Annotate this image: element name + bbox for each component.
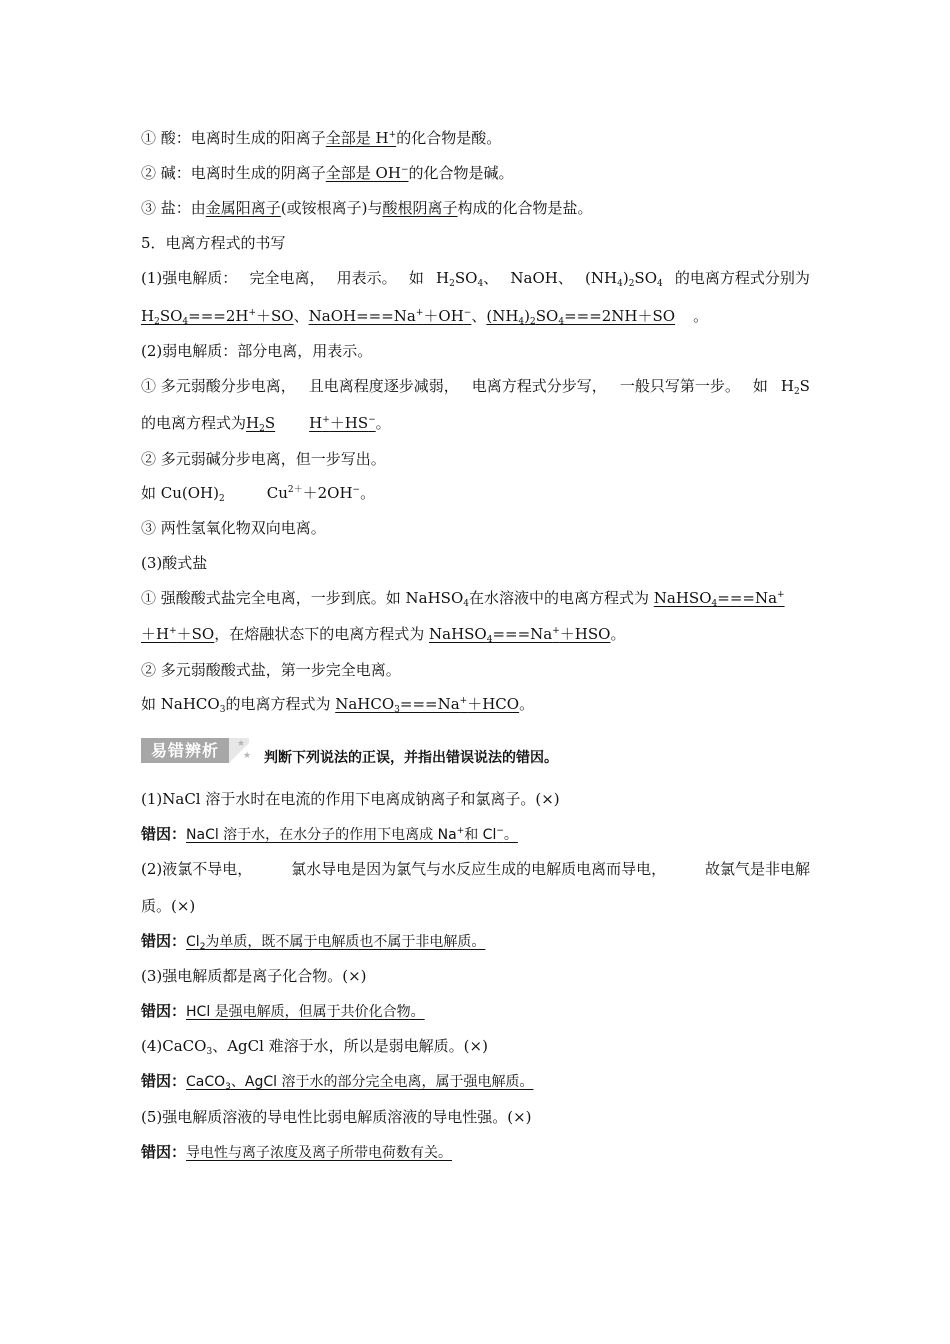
text: 质。(×): [141, 897, 196, 915]
superscript: +: [552, 626, 560, 636]
text: 。: [375, 414, 391, 432]
text: ② 多元弱碱分步电离，但一步写出。: [141, 450, 386, 468]
superscript: 2＋: [287, 485, 303, 495]
text: ，在熔融状态下的电离方程式为: [214, 625, 429, 643]
text: SO: [454, 269, 478, 287]
answer-blank: [141, 307, 294, 325]
subscript: 2: [259, 424, 265, 434]
text: (5)强电解质溶液的导电性比弱电解质溶液的导电性强。(×): [141, 1108, 532, 1126]
answer-blank: [309, 307, 472, 325]
text: 的化合物是酸。: [396, 129, 502, 147]
definition-acid: [141, 128, 501, 148]
text: H: [436, 269, 450, 287]
text: ＋OH: [423, 307, 464, 325]
text: ＋HS: [329, 414, 369, 432]
text: (4)CaCO: [141, 1037, 207, 1055]
superscript: −: [368, 415, 376, 425]
subscript: 2: [154, 317, 160, 327]
weak-acid-salt-line: [141, 660, 401, 680]
text: 、AgCl 难溶于水，所以是弱电解质。(×): [212, 1037, 488, 1055]
cause-3: [141, 1001, 425, 1022]
superscript: +: [777, 590, 785, 600]
answer-blank: [486, 307, 693, 325]
superscript: −: [496, 826, 504, 836]
text: H: [141, 307, 155, 325]
text: ===2H: [188, 307, 249, 325]
subscript: 4: [477, 279, 484, 289]
text: ③ 盐：由: [141, 199, 206, 217]
subscript: 4: [558, 317, 565, 327]
text: NaHCO: [335, 695, 395, 713]
section-instruction: [264, 748, 558, 768]
text: 如 Cu(OH): [141, 484, 219, 502]
answer-blank: [186, 827, 518, 843]
answer-blank: [246, 414, 376, 432]
strong-electrolyte-equations: [141, 306, 708, 326]
subscript: 2: [530, 317, 536, 327]
cause-label: 错因：: [141, 1072, 187, 1090]
text: 的化合物是碱。: [408, 164, 514, 182]
text: 电离方程式分步写，: [471, 377, 607, 395]
text: NaOH、: [510, 269, 573, 287]
text: ＋H: [141, 625, 170, 643]
text: 的电离方程式为: [141, 414, 247, 432]
superscript: +: [459, 696, 468, 706]
question-1: [141, 789, 560, 809]
weak-electrolyte-line: [141, 341, 372, 361]
superscript: −: [400, 165, 409, 175]
subscript: 4: [711, 599, 718, 609]
question-2: [141, 859, 810, 879]
amphoteric-line: [141, 518, 326, 538]
nahso4-line: [141, 588, 785, 608]
text: ===2NH＋SO: [564, 307, 676, 325]
text: 完全电离，: [249, 269, 325, 287]
text: ): [524, 307, 531, 325]
text: ① 多元弱酸分步电离，: [141, 377, 296, 395]
text: 在水溶液中的电离方程式为: [469, 589, 654, 607]
cause-label: 错因：: [141, 1143, 187, 1161]
definition-salt: [141, 198, 593, 218]
text: 全部是 H: [325, 129, 389, 147]
text: (1)强电解质：: [141, 269, 238, 287]
text: SO: [535, 307, 559, 325]
question-3: [141, 966, 367, 986]
text: (3)强电解质都是离子化合物。(×): [141, 967, 367, 985]
text: ＋SO: [176, 625, 215, 643]
star-icon: ★: [237, 739, 246, 749]
answer-blank: [141, 625, 214, 643]
cause-4: [141, 1071, 533, 1092]
cause-label: 错因：: [141, 932, 187, 950]
text: 为单质，既不属于电解质也不属于非电解质。: [205, 934, 486, 950]
subscript: 2: [199, 942, 206, 952]
superscript: +: [169, 626, 177, 636]
text: SO: [159, 307, 183, 325]
text: (或铵根离子)与: [280, 199, 383, 217]
heading-text: 5．电离方程式的书写: [141, 234, 286, 252]
text: 判断下列说法的正误，并指出错误说法的错因。: [264, 750, 558, 766]
answer-blank: [186, 1074, 533, 1090]
answer-blank: [186, 934, 485, 950]
question-2-cont: [141, 896, 195, 916]
text: S: [799, 377, 810, 395]
text: (NH: [585, 269, 618, 287]
text: (1)NaCl 溶于水时在电流的作用下电离成钠离子和氯离子。(×): [141, 790, 560, 808]
question-5: [141, 1107, 532, 1127]
text: 、: [483, 269, 499, 287]
superscript: +: [415, 308, 424, 318]
formula: [585, 268, 663, 288]
formula: [436, 268, 498, 288]
text: Cu: [266, 484, 288, 502]
weak-base-line: [141, 449, 386, 469]
section-tag: 易错辨析: [141, 738, 229, 763]
subscript: 4: [486, 635, 493, 645]
subscript: 4: [617, 279, 623, 289]
text: 故氯气是非电解: [704, 860, 810, 878]
text: ① 强酸酸式盐完全电离，一步到底。如 NaHSO: [141, 589, 464, 607]
text: 。: [610, 625, 626, 643]
formula: [781, 376, 810, 396]
text: NaCl 溶于水，在水分子的作用下电离成 Na: [186, 827, 457, 843]
text: S: [264, 414, 276, 432]
text: 且电离程度逐步减弱，: [308, 377, 459, 395]
text: ＋SO: [256, 307, 294, 325]
cause-1: [141, 824, 518, 845]
cuoh2-equation: [141, 483, 375, 503]
text: ① 酸：电离时生成的阳离子: [141, 129, 326, 147]
text: NaHSO: [429, 625, 487, 643]
cause-2: [141, 931, 485, 952]
text: 用表示。: [336, 269, 397, 287]
question-4: [141, 1036, 488, 1056]
answer-blank: [654, 589, 785, 607]
cause-5: [141, 1142, 452, 1163]
text: ② 碱：电离时生成的阴离子: [141, 164, 326, 182]
subscript: 4: [182, 317, 189, 327]
text: 、: [471, 307, 487, 325]
text: 。: [693, 307, 709, 325]
section-heading: [141, 233, 286, 253]
subscript: 3: [225, 1082, 231, 1092]
text: 全部是 OH: [325, 164, 401, 182]
text: 如: [752, 377, 768, 395]
strong-electrolyte-line: [141, 268, 810, 288]
cause-label: 错因：: [141, 825, 187, 843]
text: 一般只写第一步。: [619, 377, 740, 395]
text: ===Na: [492, 625, 553, 643]
text: 构成的化合物是盐。: [457, 199, 593, 217]
text: H: [309, 414, 323, 432]
text: (NH: [486, 307, 519, 325]
answer-blank: HCl 是强电解质，但属于共价化合物。: [186, 1004, 425, 1020]
subscript: 4: [657, 279, 663, 289]
cause-label: 错因：: [141, 1002, 187, 1020]
nahso4-equations: [141, 624, 625, 644]
text: 如: [408, 269, 424, 287]
subscript: 4: [518, 317, 525, 327]
acid-salt-heading: [141, 553, 207, 573]
text: 的电离方程式分别为: [674, 269, 810, 287]
text: ＋2OH: [302, 484, 353, 502]
text: 氯水导电是因为氯气与水反应生成的电解质电离而导电，: [291, 860, 667, 878]
text: SO: [634, 269, 657, 287]
definition-base: [141, 163, 514, 183]
answer-blank: [326, 129, 396, 147]
nahco3-equation: [141, 694, 534, 714]
subscript: 2: [449, 279, 455, 289]
superscript: +: [456, 826, 465, 836]
weak-acid-line: [141, 376, 810, 396]
text: ＋HSO: [559, 625, 611, 643]
text: ② 多元弱酸酸式盐，第一步完全电离。: [141, 661, 401, 679]
text: H: [780, 377, 794, 395]
text: Cl: [186, 934, 200, 950]
answer-blank: [429, 625, 610, 643]
text: H: [246, 414, 260, 432]
subscript: 2: [793, 387, 800, 397]
answer-blank: 导电性与离子浓度及离子所带电荷数有关。: [186, 1145, 453, 1161]
text: ===Na: [399, 695, 460, 713]
subscript: 3: [394, 705, 400, 715]
subscript: 3: [206, 1047, 213, 1057]
answer-blank: 金属阳离子: [205, 199, 281, 217]
text: (3)酸式盐: [141, 554, 208, 572]
text: CaCO: [186, 1074, 226, 1090]
text: 和 Cl: [464, 827, 497, 843]
superscript: −: [352, 485, 361, 495]
subscript: 2: [219, 494, 225, 504]
superscript: −: [463, 308, 472, 318]
subscript: 3: [219, 705, 226, 715]
text: ＋HCO: [467, 695, 520, 713]
answer-blank: [335, 695, 519, 713]
text: 、AgCl 溶于水的部分完全电离，属于强电解质。: [230, 1074, 534, 1090]
text: (2)弱电解质：部分电离，用表示。: [141, 342, 373, 360]
text: ③ 两性氢氧化物双向电离。: [141, 519, 326, 537]
superscript: +: [388, 130, 397, 140]
superscript: +: [248, 308, 257, 318]
text: NaHSO: [653, 589, 712, 607]
answer-blank: 酸根阴离子: [382, 199, 458, 217]
subscript: 2: [628, 279, 635, 289]
h2s-equation: [141, 413, 391, 433]
text: 、: [293, 307, 309, 325]
star-icon: ★: [243, 751, 252, 761]
text: 如 NaHCO: [141, 695, 220, 713]
answer-blank: [326, 164, 409, 182]
subscript: 4: [463, 599, 469, 609]
text: 。: [360, 484, 376, 502]
text: 的电离方程式为: [225, 695, 336, 713]
text: NaOH===Na: [308, 307, 416, 325]
superscript: +: [322, 415, 330, 425]
text: 。: [503, 827, 518, 843]
text: ): [622, 269, 629, 287]
text: (2)液氯不导电，: [141, 860, 253, 878]
text: 。: [519, 695, 535, 713]
text: ===Na: [717, 589, 778, 607]
